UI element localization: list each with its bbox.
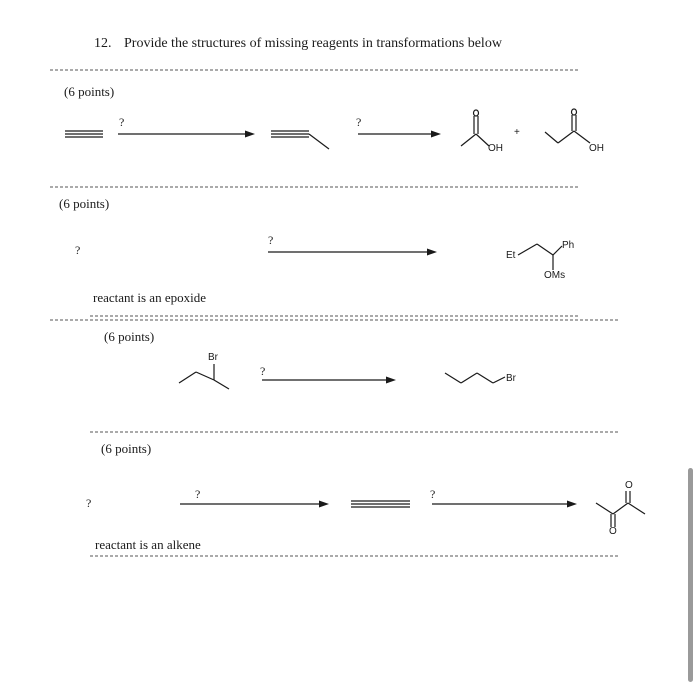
problem-1-points: (6 points) bbox=[64, 84, 115, 99]
internal-alkyne-structure bbox=[351, 501, 410, 507]
reaction-arrow-1b bbox=[358, 131, 441, 138]
reaction-arrow-4b bbox=[432, 501, 577, 508]
reactant-br-label: Br bbox=[208, 352, 218, 363]
n-butyl-bromide-structure bbox=[445, 373, 505, 383]
product-o-bottom-label: O bbox=[609, 526, 617, 537]
problem-2-reactant: ? bbox=[75, 243, 81, 257]
problem-3-reagent: ? bbox=[260, 364, 266, 378]
reaction-arrow-3 bbox=[262, 377, 396, 384]
problem-2-reagent: ? bbox=[268, 233, 274, 247]
problem-2-points: (6 points) bbox=[59, 196, 110, 211]
reaction-arrow-2 bbox=[268, 249, 437, 256]
sec-butyl-bromide-structure bbox=[179, 364, 229, 389]
reaction-arrow-1a bbox=[118, 131, 255, 138]
problem-1-reagent-2: ? bbox=[356, 115, 362, 129]
question-number: 12. bbox=[94, 36, 112, 51]
problem-4-note: reactant is an alkene bbox=[95, 537, 201, 552]
butyne-structure bbox=[271, 131, 329, 149]
diketone-structure bbox=[596, 491, 645, 527]
acetic-acid-structure bbox=[461, 110, 489, 146]
plus-sign: + bbox=[514, 127, 520, 138]
product-2-oh-label: OH bbox=[589, 143, 604, 154]
question-prompt: Provide the structures of missing reagents in transformations below bbox=[124, 36, 502, 51]
scrollbar-thumb[interactable] bbox=[688, 468, 693, 682]
mesylate-product-structure bbox=[518, 244, 562, 270]
product-oms-label: OMs bbox=[544, 270, 566, 281]
problem-4-points: (6 points) bbox=[101, 441, 152, 456]
problem-3-points: (6 points) bbox=[104, 329, 155, 344]
acetylene-structure bbox=[65, 131, 103, 137]
product-1-oh-label: OH bbox=[488, 143, 503, 154]
propanoic-acid-structure bbox=[545, 109, 590, 143]
problem-4-reactant: ? bbox=[86, 496, 92, 510]
product-br-label: Br bbox=[506, 373, 516, 384]
product-o-top-label: O bbox=[625, 480, 633, 491]
product-ph-label: Ph bbox=[562, 240, 575, 251]
reaction-arrow-4a bbox=[180, 501, 329, 508]
problem-4-reagent-1: ? bbox=[195, 487, 201, 501]
problem-2-note: reactant is an epoxide bbox=[93, 290, 206, 305]
problem-1-reagent-1: ? bbox=[119, 115, 125, 129]
problem-4-reagent-2: ? bbox=[430, 487, 436, 501]
product-et-label: Et bbox=[506, 250, 516, 261]
